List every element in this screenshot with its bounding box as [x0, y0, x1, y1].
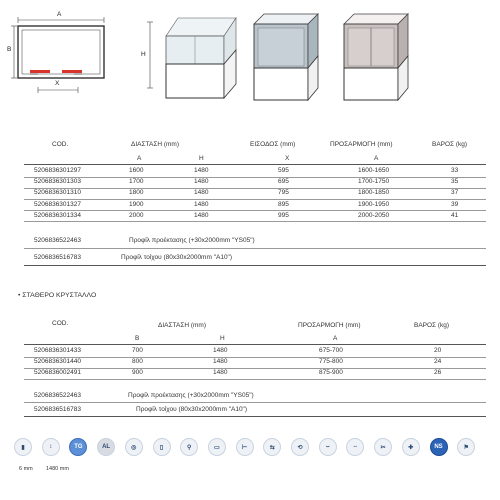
magnetic-seal-icon: ⚲	[180, 438, 198, 456]
table1-cell-height: 1480	[194, 211, 209, 219]
plan-label-x: X	[55, 80, 60, 87]
reversible-icon: ⟲	[291, 438, 309, 456]
door-icon: ▭	[208, 438, 226, 456]
table2-header-weight: ΒΑΡΟΣ (kg)	[414, 322, 450, 329]
table2-accessory-description: Προφίλ προέκτασης (+30x2000mm "YS05")	[128, 392, 254, 399]
plan-label-b: B	[7, 46, 12, 53]
nano-coating-icon: NS	[430, 438, 448, 456]
table1-cell-height: 1480	[194, 178, 209, 186]
table1-cell-entry: 695	[278, 178, 289, 186]
table1-cell-adjustment: 1800-1850	[358, 189, 390, 197]
table1-accessory-code: 5206836522463	[34, 237, 81, 244]
table1-cell-entry: 595	[278, 167, 289, 174]
table1-cell-code: 5206836301297	[34, 167, 81, 174]
warranty-icon: ✚	[402, 438, 420, 456]
table2-cell-code: 5206836301433	[34, 347, 81, 354]
table1-cell-weight: 35	[451, 178, 459, 186]
table2-cell-height: 1480	[213, 369, 228, 377]
product-diagrams	[0, 0, 500, 110]
table1-cell-code: 5206836301303	[34, 178, 81, 186]
table2-cell-width: 700	[132, 347, 143, 354]
table1-cell-weight: 41	[451, 211, 459, 219]
sliding-door-icon: ⇆	[263, 438, 281, 456]
section-title-fixed-glass: • ΣΤΑΘΕΡΟ ΚΡΥΣΤΑΛΛΟ	[18, 292, 97, 299]
drain-icon: ◎	[125, 438, 143, 456]
table2-cell-adjustment: 875-900	[319, 369, 343, 377]
icon-caption-height: 1480 mm	[46, 466, 69, 472]
table2-accessory-code: 5206836516783	[34, 406, 81, 413]
table2-cell-adjustment: 775-800	[319, 358, 343, 366]
table2-cell-weight: 20	[434, 347, 442, 354]
table1-cell-adjustment: 2000-2050	[358, 211, 390, 219]
table1-header-weight: ΒΑΡΟΣ (kg)	[432, 141, 468, 148]
certification-icon: ⚑	[457, 438, 475, 456]
table2-accessory-code: 5206836522463	[34, 392, 81, 399]
table2-header-adjustment: ΠΡΟΣΑΡΜΟΓΗ (mm)	[298, 322, 361, 329]
table1-cell-width: 1800	[129, 189, 144, 197]
table2-sub-h: H	[220, 335, 225, 342]
table1-cell-code: 5206836301327	[34, 200, 81, 208]
table1-cell-weight: 39	[451, 200, 459, 208]
table1-header-entry: ΕΙΣΟΔΟΣ (mm)	[250, 141, 296, 148]
table1-cell-width: 1700	[129, 178, 144, 186]
tempered-glass-icon: TG	[69, 438, 87, 456]
table2-header-cod: COD.	[52, 320, 69, 327]
table1-cell-entry: 895	[278, 200, 289, 208]
glass-thickness-icon: ▮	[14, 438, 32, 456]
bath-icon: ⌣	[319, 438, 337, 456]
table1-accessory-description: Προφίλ προέκτασης (+30x2000mm "YS05")	[129, 237, 255, 244]
table2-cell-width: 900	[132, 369, 143, 377]
table2-cell-height: 1480	[213, 358, 228, 366]
table2-cell-weight: 24	[434, 358, 442, 366]
table1-header-dimension: ΔΙΑΣΤΑΣΗ (mm)	[131, 141, 180, 148]
table1-cell-width: 1900	[129, 200, 144, 208]
perspective-view-1	[254, 14, 318, 100]
table1-cell-weight: 33	[451, 167, 459, 174]
table1-cell-adjustment: 1900-1950	[358, 200, 390, 208]
table1-accessory-code: 5206836516783	[34, 254, 81, 261]
handle-icon: ⊢	[236, 438, 254, 456]
table1-sub-a: A	[137, 155, 142, 162]
wall-profile-icon: ▯	[153, 438, 171, 456]
table2-cell-weight: 26	[434, 369, 442, 377]
plan-label-a: A	[57, 11, 62, 18]
cleaning-icon: ✂	[374, 438, 392, 456]
table1-cell-height: 1480	[194, 189, 209, 197]
table1-cell-entry: 795	[278, 189, 289, 197]
elevation-label-h: H	[141, 51, 146, 58]
table2-sub-a: A	[333, 335, 338, 342]
table1-accessory-description: Προφίλ τοίχου (80x30x2000mm "A10")	[121, 254, 233, 261]
table1-sub-a2: A	[374, 155, 379, 162]
table1-cell-width: 2000	[129, 211, 144, 219]
table1-sub-h: H	[199, 155, 204, 162]
table2-cell-code: 5206836002491	[34, 369, 81, 377]
table2-header-dimension: ΔΙΑΣΤΑΣΗ (mm)	[158, 322, 207, 329]
height-icon: ↕	[42, 438, 60, 456]
table1-cell-adjustment: 1700-1750	[358, 178, 390, 186]
icon-caption-glass-thickness: 6 mm	[19, 466, 33, 472]
table1-header-adjustment: ΠΡΟΣΑΡΜΟΓΗ (mm)	[330, 141, 393, 148]
adjust-icon: ⇔	[346, 438, 364, 456]
table1-sub-x: X	[285, 155, 290, 162]
table1-cell-adjustment: 1600-1650	[358, 167, 390, 174]
table1-cell-entry: 995	[278, 211, 289, 219]
table1-cell-height: 1480	[194, 200, 209, 208]
table2-cell-code: 5206836301440	[34, 358, 81, 366]
table1-header-cod: COD.	[52, 141, 69, 148]
table1-cell-code: 5206836301310	[34, 189, 81, 197]
elevation-view-diagram	[147, 18, 236, 98]
table2-cell-height: 1480	[213, 347, 228, 354]
perspective-view-2	[344, 14, 408, 100]
aluminium-icon: AL	[97, 438, 115, 456]
table2-sub-b: B	[135, 335, 140, 342]
table1-cell-code: 5206836301334	[34, 211, 81, 219]
table2-accessory-description: Προφίλ τοίχου (80x30x2000mm "A10")	[136, 406, 248, 413]
table1-cell-weight: 37	[451, 189, 459, 197]
table2-cell-width: 800	[132, 358, 143, 366]
table1-cell-width: 1600	[129, 167, 144, 174]
table2-cell-adjustment: 675-700	[319, 347, 343, 354]
table1-cell-height: 1480	[194, 167, 209, 174]
